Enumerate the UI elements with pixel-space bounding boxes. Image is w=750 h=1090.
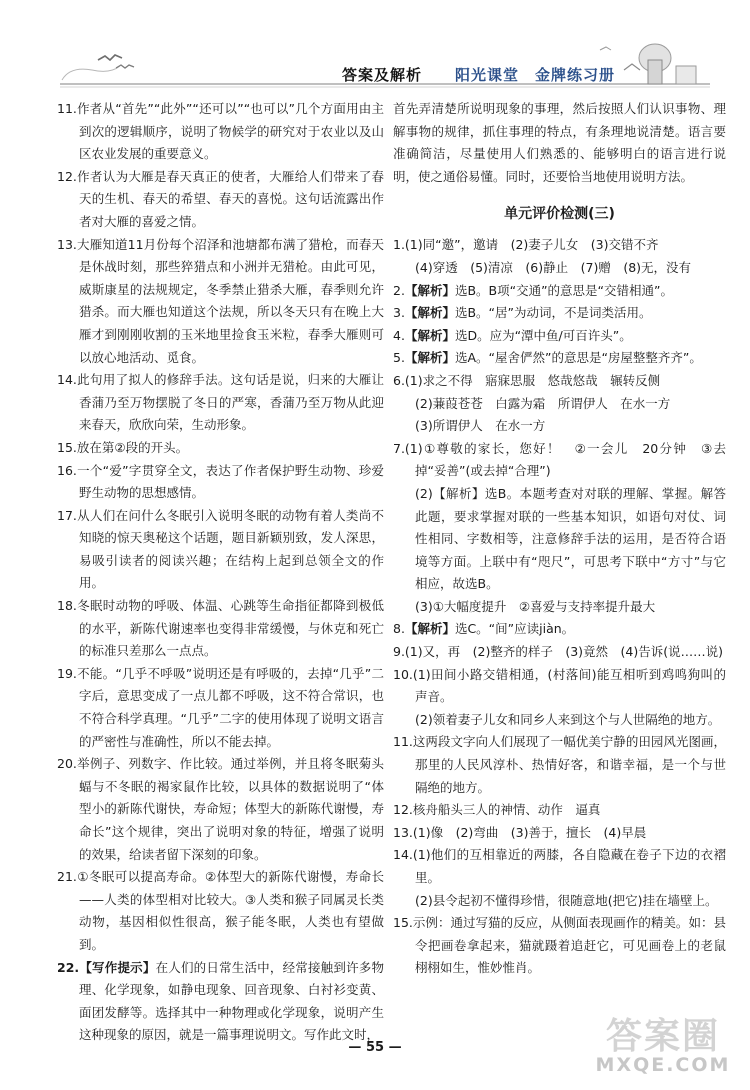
answer-item (393, 302, 726, 325)
item-tag: 22.【写作提示】 (57, 959, 156, 975)
item-text: 13.大雁知道11月份每个沼泽和池塘都布满了猎枪，而春天是休战时刻，那些猝猎点和小洲并无猎枪。由此可见，威斯康星的法规规定，冬季禁止猎杀大雁，春季则允许猎杀。而大雁也知道这个法规，所以冬天只有在晚上大雁才到刚刚收割的玉米地里捡食玉米粒，春季大雁则可以放心地活动、觅食。 (57, 236, 384, 365)
answer-item (393, 280, 726, 303)
item-number: 2. (393, 282, 405, 298)
answer-item (393, 799, 726, 822)
answer-item (57, 505, 384, 595)
answer-item (393, 415, 726, 438)
item-tag: 【解析】 (404, 621, 455, 637)
continued-writing-tip: 首先弄清楚所说明现象的事理，然后按照人们认识事物、理解事物的规律，抓住事理的特点，有条理地说清楚。语言要准确简洁，尽量使用人们熟悉的、能够明白的语言进行说明，使之通俗易懂。同时，还要恰当地使用说明方法。 (393, 101, 726, 184)
item-text: 13.(1)像 (2)弯曲 (3)善于，擅长 (4)早晨 (393, 824, 647, 840)
item-text: 6.(1)求之不得 寤寐思服 悠哉悠哉 辗转反侧 (393, 372, 661, 388)
watermark-logo (584, 1008, 742, 1080)
item-text: 14.(1)他们的互相靠近的两膝，各自隐藏在卷子下边的衣褶里。 (393, 847, 726, 885)
item-text: (2)蒹葭苍苍 白露为霜 所谓伊人 在水一方 (415, 395, 671, 411)
item-text: (3)①大幅度提升 ②喜爱与支持率提升最大 (415, 598, 656, 614)
watermark-url: MXQE.COM (595, 1054, 731, 1076)
answer-item (57, 460, 384, 505)
answer-item (393, 709, 726, 732)
answer-item (57, 753, 384, 866)
watermark-text: 答案圈 (605, 1016, 720, 1057)
answer-item (393, 822, 726, 845)
item-number: 4. (393, 327, 405, 343)
answer-item (393, 370, 726, 393)
answer-item (393, 912, 726, 980)
item-number: 5. (393, 350, 405, 366)
answer-item (57, 595, 384, 663)
item-text: 12.作者认为大雁是春天真正的使者，大雁给人们带来了春天的生机、春天的希望、春天的喜悦。这句话流露出作者对大雁的喜爱之情。 (57, 168, 384, 229)
answer-item (393, 234, 726, 257)
item-text: 11.作者从“首先”“此外”“还可以”“也可以”几个方面用由主到次的逻辑顺序，说明了物候学的研究对于农业以及山区农业发展的重要意义。 (57, 101, 384, 162)
answer-item (393, 483, 726, 596)
item-tag: 【解析】 (404, 282, 455, 298)
left-column (57, 98, 384, 1047)
answer-item (393, 393, 726, 416)
item-text: (3)所谓伊人 在水一方 (415, 418, 546, 434)
item-text: 12.核舟船头三人的神情、动作 逼真 (393, 802, 601, 818)
item-tag: 【解析】 (404, 327, 455, 343)
item-text: 选C。“间”应读jiàn。 (454, 621, 575, 637)
right-column (393, 98, 726, 980)
bird-icon (98, 55, 134, 68)
answer-item (57, 369, 384, 437)
answer-item (393, 641, 726, 664)
header-series: 阳光课堂 金牌练习册 (455, 66, 616, 84)
answer-item (393, 890, 726, 913)
answer-item (393, 347, 726, 370)
answer-item (393, 257, 726, 280)
answer-item (393, 325, 726, 348)
item-text: 16.一个“爱”字贯穿全文，表达了作者保护野生动物、珍爱野生动物的思想感情。 (57, 462, 384, 501)
item-text: 21.①冬眠可以提高寿命。②体型大的新陈代谢慢，寿命长——人类的体型相对比较大。③人类和猴子同属灵长类动物，基因相似性很高，猴子能冬眠，人类也有望做到。 (57, 869, 384, 952)
item-text: 1.(1)同“邀”，邀请 (2)妻子儿女 (3)交错不齐 (393, 237, 659, 253)
item-text: 选B。B项“交通”的意思是“交错相通”。 (454, 282, 674, 298)
item-text: (2)【解析】选B。本题考查对对联的理解、掌握。解答此题，要求掌握对联的一些基本知识，如语句对仗、词性相同、字数相等，注意修辞手法的运用，是否符合语境等方面。上联中有“咫尺”，可思考下联中“方寸”与它相应，故选B。 (415, 485, 726, 592)
item-text: 15.示例：通过写猫的反应，从侧面表现画作的精美。如：县令把画卷拿起来，猫就蹑着追赶它，可见画卷上的老鼠栩栩如生，惟妙惟肖。 (393, 915, 726, 976)
item-text: 7.(1)①尊敬的家长，您好！ ②一会儿 20分钟 ③去掉“妥善”(或去掉“合理”) (393, 440, 726, 479)
answer-item (393, 618, 726, 641)
section-title: 单元评价检测(三) (504, 206, 615, 223)
item-text: 在人们的日常生活中，经常接触到许多物理、化学现象，如静电现象、回音现象、白衬衫变黄、面团发酵等。选择其中一种物理或化学现象，说明产生这种现象的原因，就是一篇事理说明文。写作此文时， (79, 959, 384, 1043)
page-number: — 55 — (348, 1040, 402, 1055)
item-text: 17.从人们在问什么冬眠引入说明冬眠的动物有着人类尚不知晓的惊天奥秘这个话题，题目新颖别致，发人深思，易吸引读者的阅读兴趣；在结构上起到总领全文的作用。 (57, 507, 384, 591)
answer-item (57, 957, 384, 1047)
item-text: 20.举例子、列数字、作比较。通过举例，并且将冬眠菊头蝠与不冬眠的褐家鼠作比较，以具体的数据说明了“体型小的新陈代谢快，寿命短；体型大的新陈代谢慢，寿命长”这个规律，突出了说明对象的特征，增强了说明的效果，给读者留下深刻的印象。 (57, 756, 384, 862)
answer-list (393, 234, 726, 980)
item-text: (4)穿透 (5)清凉 (6)静止 (7)赠 (8)无，没有 (415, 259, 692, 275)
header-title: 答案及解析 (342, 66, 423, 84)
item-tag: 【解析】 (404, 350, 455, 366)
item-tag: 【解析】 (404, 305, 455, 321)
item-text: 15.放在第②段的开头。 (57, 439, 189, 455)
answer-item (393, 664, 726, 709)
item-text: 9.(1)又，再 (2)整齐的样子 (3)竟然 (4)告诉(说……说) (393, 644, 724, 660)
item-number: 8. (393, 621, 405, 637)
answer-item (57, 663, 384, 753)
item-text: 19.不能。“几乎不呼吸”说明还是有呼吸的，去掉“几乎”二字后，意思变成了一点儿都不呼吸，这不符合常识，也不符合科学真理。“几乎”二字的使用体现了说明文语言的严密性与准确性，所以不能去掉。 (57, 665, 384, 749)
page-header (0, 0, 750, 92)
answer-item (57, 866, 384, 956)
answer-item (57, 166, 384, 234)
item-text: 14.此句用了拟人的修辞手法。这句话是说，归来的大雁让香蒲乃至万物摆脱了冬日的严寒，香蒲乃至万物从此迎来春天，欣欣向荣，生动形象。 (57, 372, 384, 433)
answer-item (393, 731, 726, 799)
item-text: 10.(1)田间小路交错相通，(村落间)能互相听到鸡鸣狗叫的声音。 (393, 666, 726, 705)
item-text: 选D。应为“潭中鱼/可百许头”。 (454, 327, 632, 343)
item-text: 11.这两段文字向人们展现了一幅优美宁静的田园风光图画，那里的人民风淳朴、热情好客，和谐幸福，是一个与世隔绝的地方。 (393, 734, 726, 795)
answer-item (57, 234, 384, 370)
item-text: (2)县令起初不懂得珍惜，很随意地(把它)挂在墙壁上。 (415, 892, 718, 908)
answer-item (57, 98, 384, 166)
item-text: (2)领着妻子儿女和同乡人来到这个与人世隔绝的地方。 (415, 711, 721, 727)
answer-item (393, 438, 726, 483)
answer-item (57, 437, 384, 460)
item-text: 选A。“屋舍俨然”的意思是“房屋整整齐齐”。 (454, 350, 702, 366)
item-number: 3. (393, 305, 405, 321)
answer-item (393, 596, 726, 619)
item-text: 选B。“居”为动词，不是词类活用。 (454, 305, 652, 321)
answer-item (393, 844, 726, 889)
item-text: 18.冬眠时动物的呼吸、体温、心跳等生命指征都降到极低的水平，新陈代谢速率也变得非常缓慢，与休克和死亡的标准只差那么一点点。 (57, 598, 384, 659)
